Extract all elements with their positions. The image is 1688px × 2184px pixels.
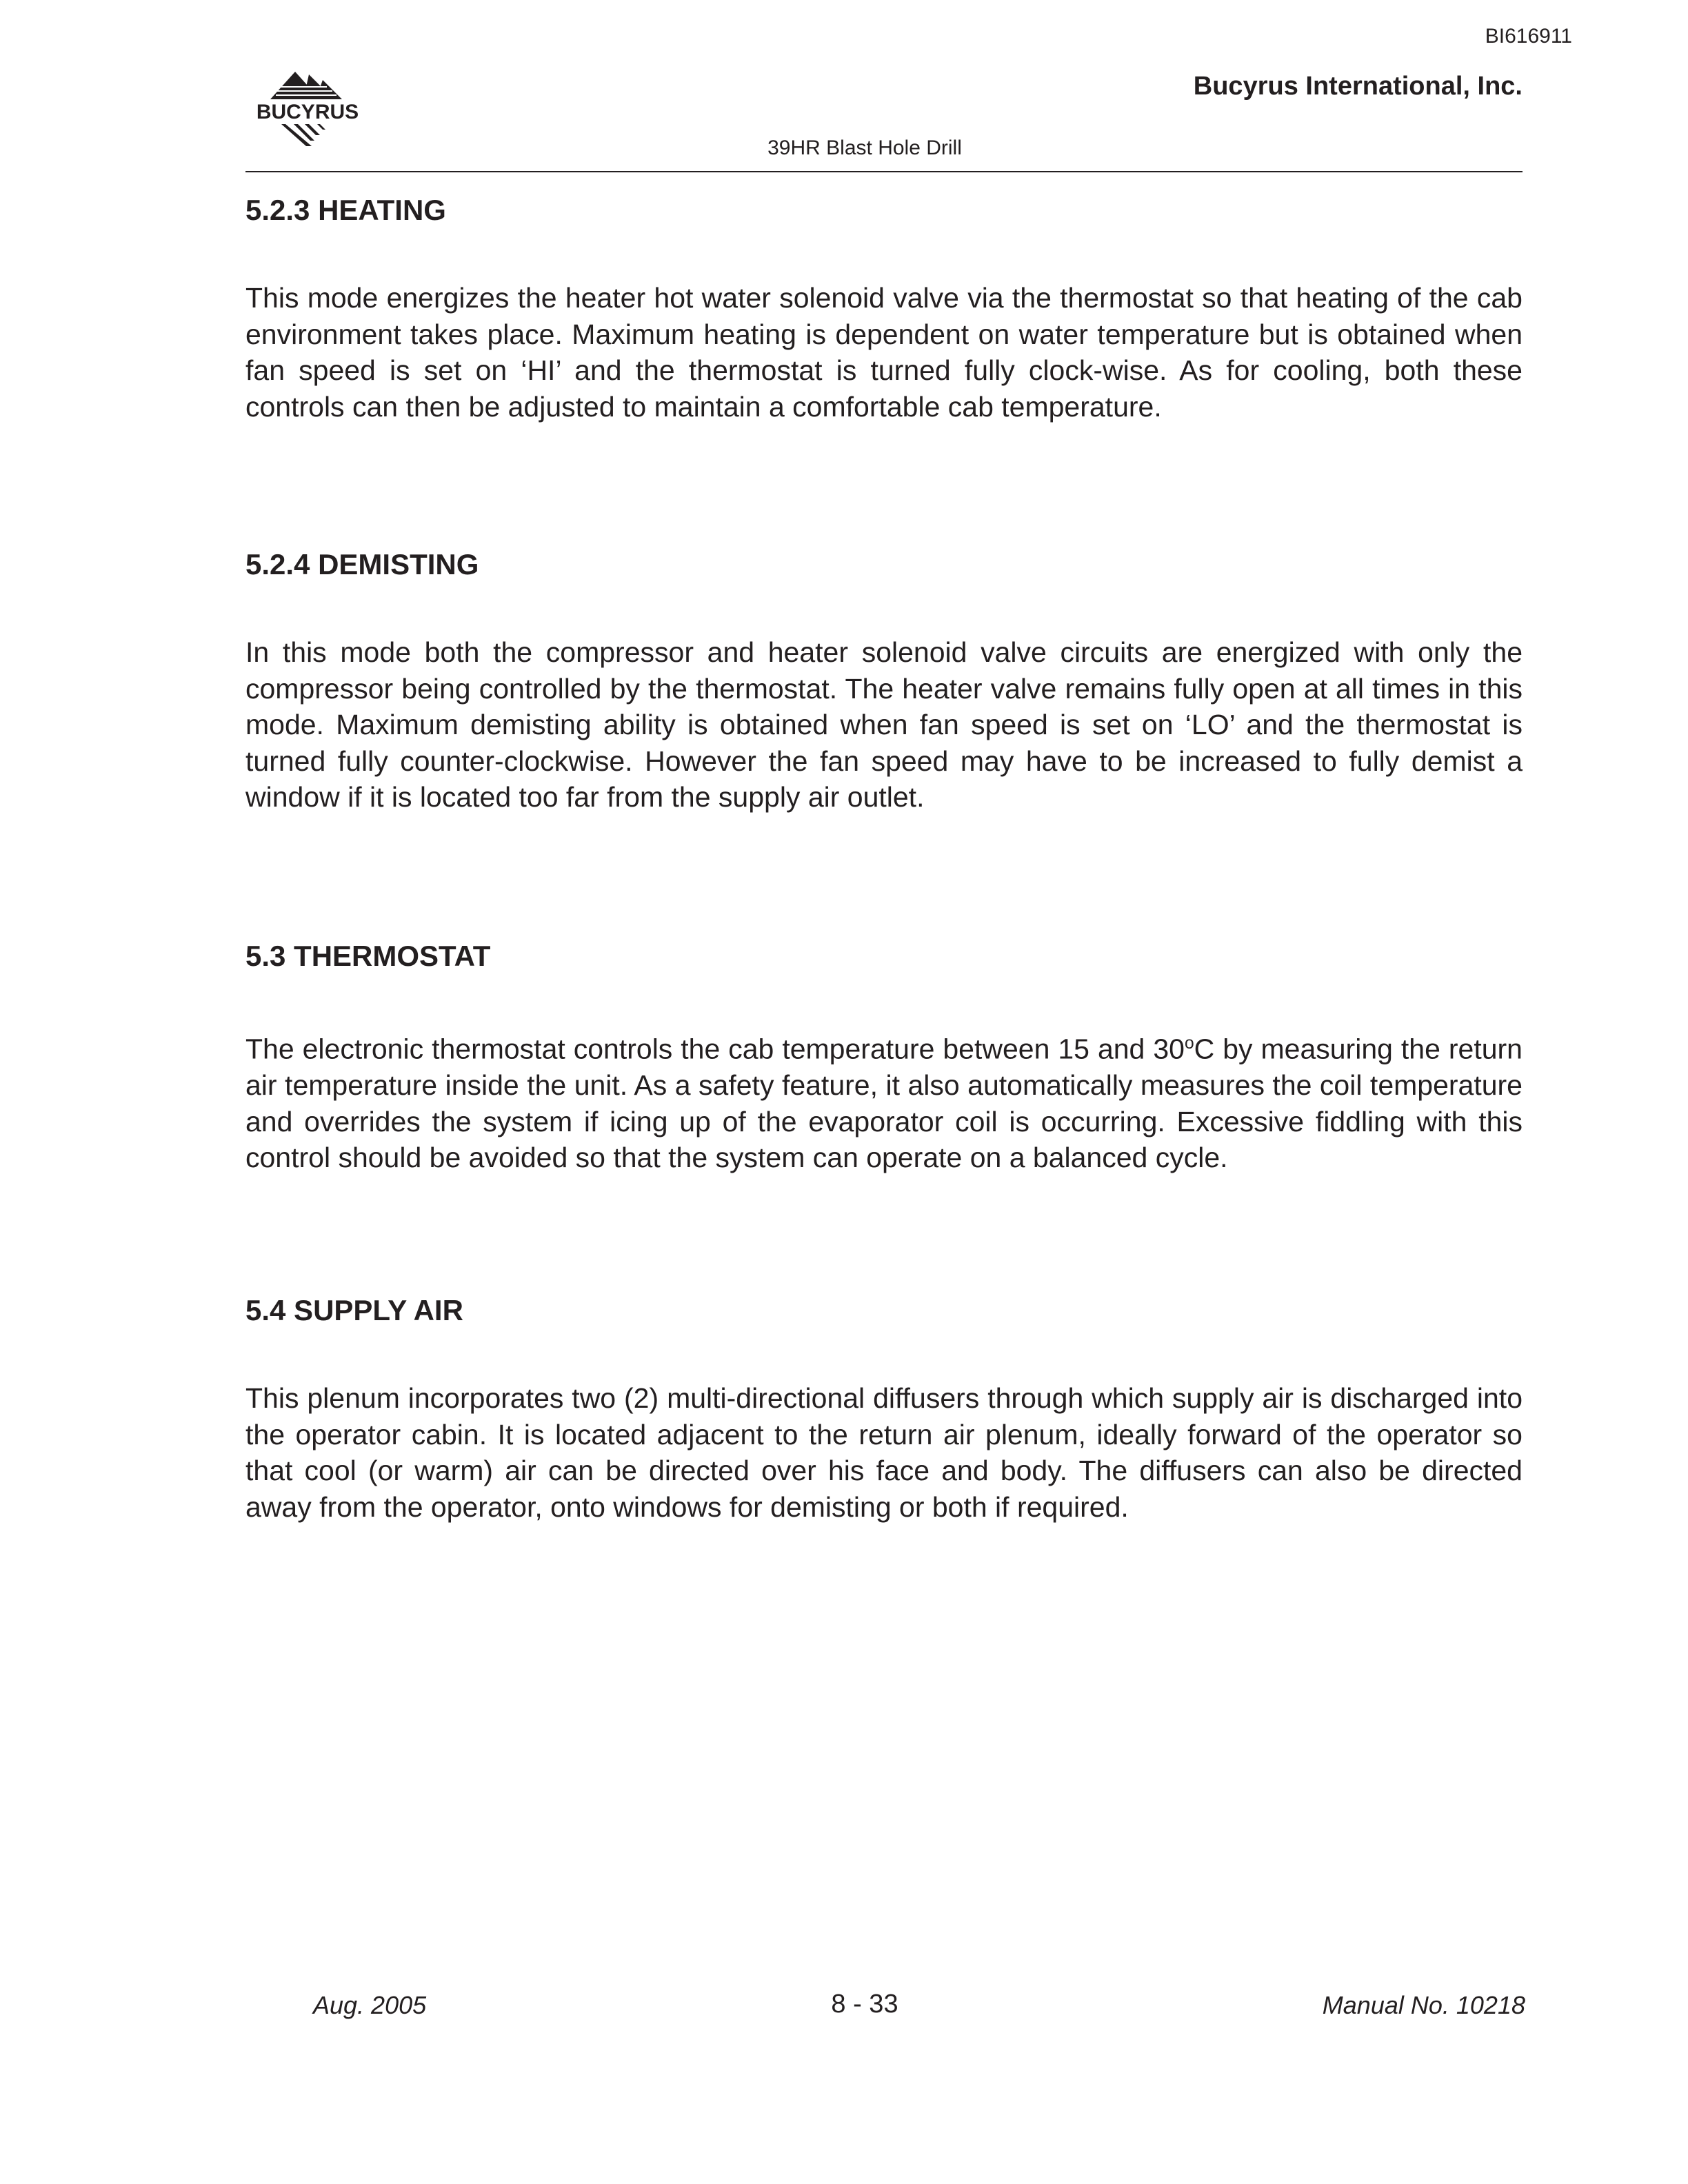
- degree-superscript: o: [1184, 1034, 1194, 1053]
- footer-manual-number: Manual No. 10218: [1322, 1991, 1525, 2019]
- section-thermostat: [245, 939, 1523, 1176]
- company-name: Bucyrus International, Inc.: [1193, 72, 1523, 101]
- section-heading: 5.3 THERMOSTAT: [245, 940, 491, 972]
- body-text-before: The electronic thermostat controls the cab temperature between 15 and 30: [245, 1033, 1185, 1065]
- document-id: BI616911: [1485, 25, 1572, 48]
- section-heading: 5.2.3 HEATING: [245, 194, 446, 226]
- header-rule: [245, 171, 1523, 172]
- document-subtitle: 39HR Blast Hole Drill: [767, 136, 962, 159]
- svg-text:BUCYRUS: BUCYRUS: [256, 101, 359, 123]
- section-heading: 5.4 SUPPLY AIR: [245, 1294, 463, 1326]
- footer-date: Aug. 2005: [313, 1991, 427, 2019]
- section-heading: 5.2.4 DEMISTING: [245, 548, 479, 580]
- section-supply-air: [245, 1293, 1523, 1525]
- section-body: [245, 1026, 1523, 1176]
- section-body: This plenum incorporates two (2) multi-directional diffusers through which supply air is discharged into the operator cabin. It is located adjacent to the return air plenum, ideally forward of the operator so that cool (or warm) air can be directed over his face and body. The diffusers can also be directed away from the operator, onto windows for demisting or both if required.: [245, 1382, 1523, 1523]
- section-body: This mode energizes the heater hot water solenoid valve via the thermostat so that heating of the cab environment takes place. Maximum heating is dependent on water temperature but is obtained when fan speed is set on ‘HI’ and the thermostat is turned fully clock-wise. As for cooling, both these controls can then be adjusted to maintain a comfortable cab temperature.: [245, 282, 1523, 423]
- section-demisting: [245, 547, 1523, 816]
- section-heating: [245, 193, 1523, 425]
- section-body: In this mode both the compressor and heater solenoid valve circuits are energized with only the compressor being controlled by the thermostat. The heater valve remains fully open at all times in this mode. Maximum demisting ability is obtained when fan speed is set on ‘LO’ and the thermostat is turned fully counter-clockwise. However the fan speed may have to be increased to fully demist a window if it is located too far from the supply air outlet.: [245, 636, 1523, 813]
- body-text-after: C by measuring the return air temperature inside the unit. As a safety feature, it also automatically measures the coil temperature and overrides the system if icing up of the evaporator coil is occurring. Excessive fiddling with this control should be avoided so that the system can operate on a balanced cycle.: [245, 1033, 1523, 1174]
- footer-page-number: 8 - 33: [831, 1990, 898, 2019]
